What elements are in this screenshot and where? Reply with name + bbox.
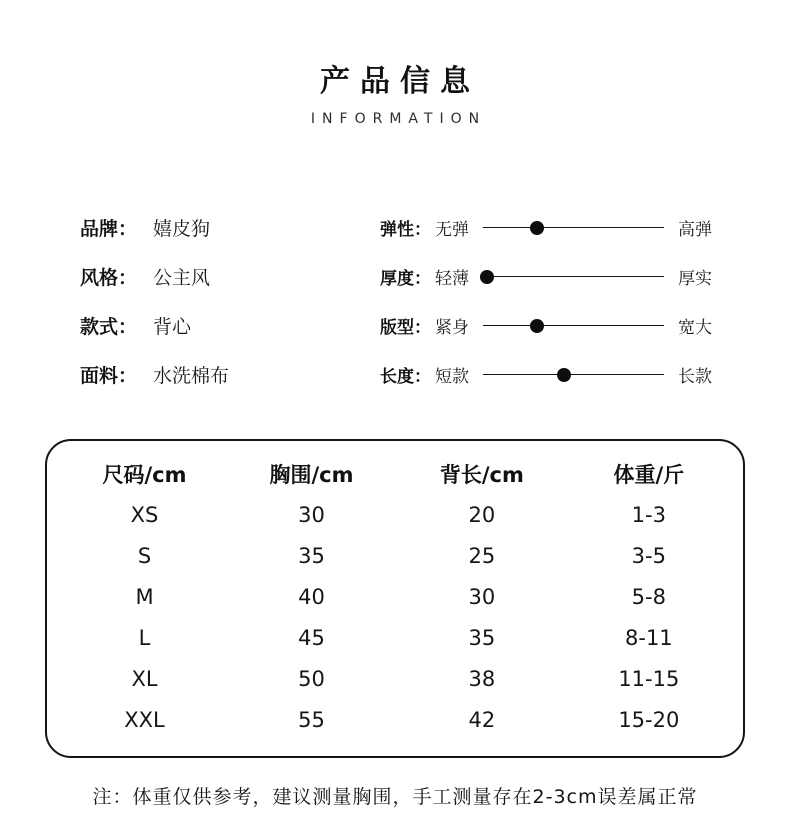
page-subtitle: INFORMATION xyxy=(310,111,487,127)
weight-cell: 8-11 xyxy=(625,625,673,650)
slider-list xyxy=(380,203,712,399)
slider-min-label: 紧身 xyxy=(435,318,469,338)
size-table-header-row xyxy=(61,453,729,494)
back-cell: 42 xyxy=(468,707,496,732)
weight-cell: 5-8 xyxy=(631,584,666,609)
slider-track xyxy=(483,227,664,228)
chest-cell: 45 xyxy=(298,625,325,650)
note-text: 注：体重仅供参考，建议测量胸围，手工测量存在2-3cm误差属正常 xyxy=(92,786,698,808)
size-cell: XS xyxy=(130,502,159,527)
back-cell: 20 xyxy=(468,502,496,527)
size-cell: S xyxy=(137,543,152,568)
slider-min-label: 短款 xyxy=(435,367,469,387)
slider-max-label: 长款 xyxy=(678,367,712,387)
size-table xyxy=(61,453,729,740)
slider-row-length xyxy=(380,350,712,399)
size-table-header-back: 背长/cm xyxy=(439,462,524,487)
slider-row-fit xyxy=(380,301,712,350)
table-row xyxy=(61,699,729,740)
weight-cell: 3-5 xyxy=(631,543,666,568)
chest-cell: 55 xyxy=(298,707,325,732)
slider-label: 版型： xyxy=(380,318,431,338)
attribute-row-fabric xyxy=(80,350,380,399)
slider-dot xyxy=(530,319,544,333)
slider-max-label: 宽大 xyxy=(678,318,712,338)
header xyxy=(0,56,790,127)
slider-label: 厚度： xyxy=(380,269,431,289)
attribute-value: 背心 xyxy=(153,316,192,338)
attribute-label: 品牌： xyxy=(80,218,138,240)
table-row xyxy=(61,576,729,617)
size-cell: XXL xyxy=(124,707,165,732)
size-cell: L xyxy=(138,625,151,650)
slider-max-label: 高弹 xyxy=(678,220,712,240)
attribute-row-brand xyxy=(80,203,380,252)
slider-track xyxy=(483,374,664,375)
size-table-header-chest: 胸围/cm xyxy=(269,462,354,487)
slider-min-label: 轻薄 xyxy=(435,269,469,289)
chest-cell: 35 xyxy=(298,543,325,568)
slider-dot xyxy=(557,368,571,382)
attribute-row-type xyxy=(80,301,380,350)
chest-cell: 40 xyxy=(298,584,325,609)
slider-label: 弹性： xyxy=(380,220,431,240)
chest-cell: 50 xyxy=(298,666,325,691)
product-specs xyxy=(0,203,790,399)
size-table-header-weight: 体重/斤 xyxy=(613,462,685,487)
size-cell: M xyxy=(135,584,154,609)
weight-cell: 11-15 xyxy=(618,666,680,691)
weight-cell: 15-20 xyxy=(618,707,680,732)
slider-dot xyxy=(530,221,544,235)
chest-cell: 30 xyxy=(298,502,325,527)
attribute-label: 风格： xyxy=(80,267,138,289)
back-cell: 35 xyxy=(468,625,496,650)
attribute-row-style xyxy=(80,252,380,301)
weight-cell: 1-3 xyxy=(631,502,666,527)
attribute-label: 面料： xyxy=(80,365,138,387)
slider-row-elasticity xyxy=(380,203,712,252)
attribute-value: 公主风 xyxy=(153,267,211,289)
attribute-value: 嬉皮狗 xyxy=(153,218,211,240)
back-cell: 30 xyxy=(468,584,496,609)
slider-label: 长度： xyxy=(380,367,431,387)
slider-min-label: 无弹 xyxy=(435,220,469,240)
attribute-value: 水洗棉布 xyxy=(153,365,230,387)
slider-row-thickness xyxy=(380,252,712,301)
attribute-label: 款式： xyxy=(80,316,138,338)
slider-max-label: 厚实 xyxy=(678,269,712,289)
size-cell: XL xyxy=(131,666,158,691)
size-chart-box xyxy=(45,439,745,758)
size-table-header-size: 尺码/cm xyxy=(102,462,187,487)
attribute-list xyxy=(80,203,380,399)
back-cell: 25 xyxy=(468,543,496,568)
slider-track xyxy=(483,276,664,277)
back-cell: 38 xyxy=(468,666,496,691)
table-row xyxy=(61,535,729,576)
table-row xyxy=(61,494,729,535)
slider-dot xyxy=(480,270,494,284)
table-row xyxy=(61,617,729,658)
table-row xyxy=(61,658,729,699)
page-title: 产品信息 xyxy=(320,64,480,99)
slider-track xyxy=(483,325,664,326)
